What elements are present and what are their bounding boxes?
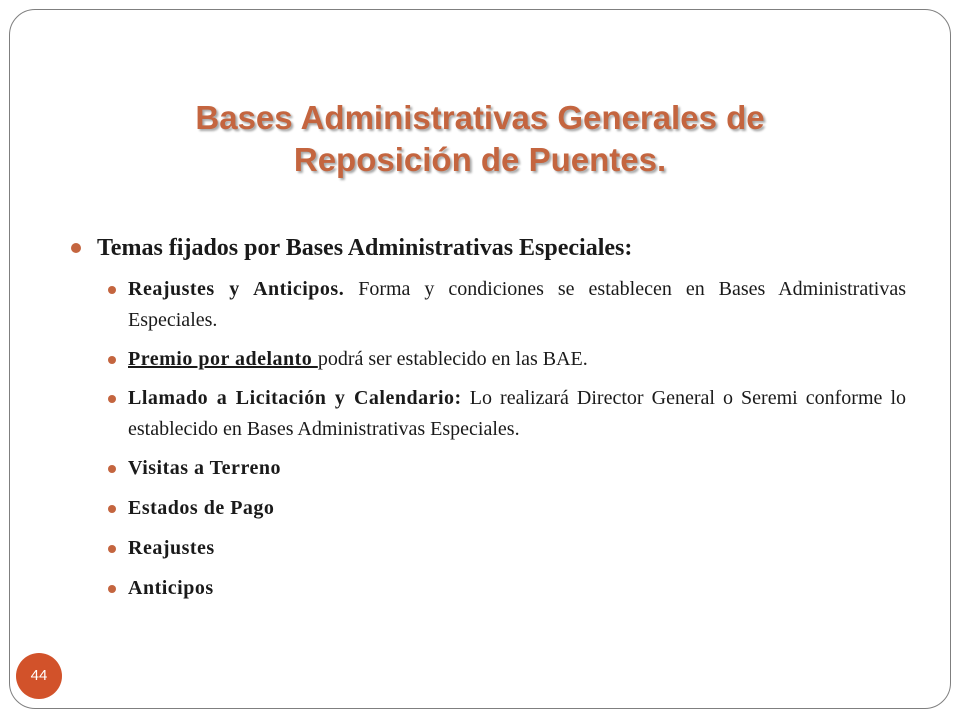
item-underlined-text: Premio por adelanto xyxy=(128,348,318,370)
list-item-anticipos xyxy=(106,573,906,604)
list-item-estados-pago xyxy=(106,493,906,524)
title-line-1: Bases Administrativas Generales de xyxy=(195,99,765,136)
item-text: Forma y condiciones se establecen en Bases Administrativas Especiales. xyxy=(128,278,906,331)
list-item-reajustes-anticipos xyxy=(106,274,906,336)
item-bold-text: Llamado a Licitación y Calendario: xyxy=(128,387,462,409)
bullet-list xyxy=(70,230,906,613)
item-text: podrá ser establecido en las BAE. xyxy=(317,348,588,370)
slide-title xyxy=(120,97,840,181)
title-line-2: Reposición de Puentes. xyxy=(293,141,667,178)
item-bold-text: Visitas a Terreno xyxy=(128,457,281,479)
item-bold-text: Reajustes xyxy=(128,537,215,559)
list-item-llamado-licitacion xyxy=(106,383,906,445)
list-item-reajustes xyxy=(106,533,906,564)
item-bold-text: Reajustes y Anticipos. xyxy=(128,278,345,300)
item-text: Lo realizará Director General o Seremi conforme lo establecido en Bases Administrativas Especiales. xyxy=(128,387,906,440)
item-bold-text: Estados de Pago xyxy=(128,497,275,519)
item-bold-text: Anticipos xyxy=(128,577,214,599)
heading-bullet: Temas fijados por Bases Administrativas Especiales: xyxy=(70,230,906,266)
page-number-badge: 44 xyxy=(16,653,62,699)
list-item-visitas xyxy=(106,453,906,484)
list-item-premio xyxy=(106,344,906,375)
